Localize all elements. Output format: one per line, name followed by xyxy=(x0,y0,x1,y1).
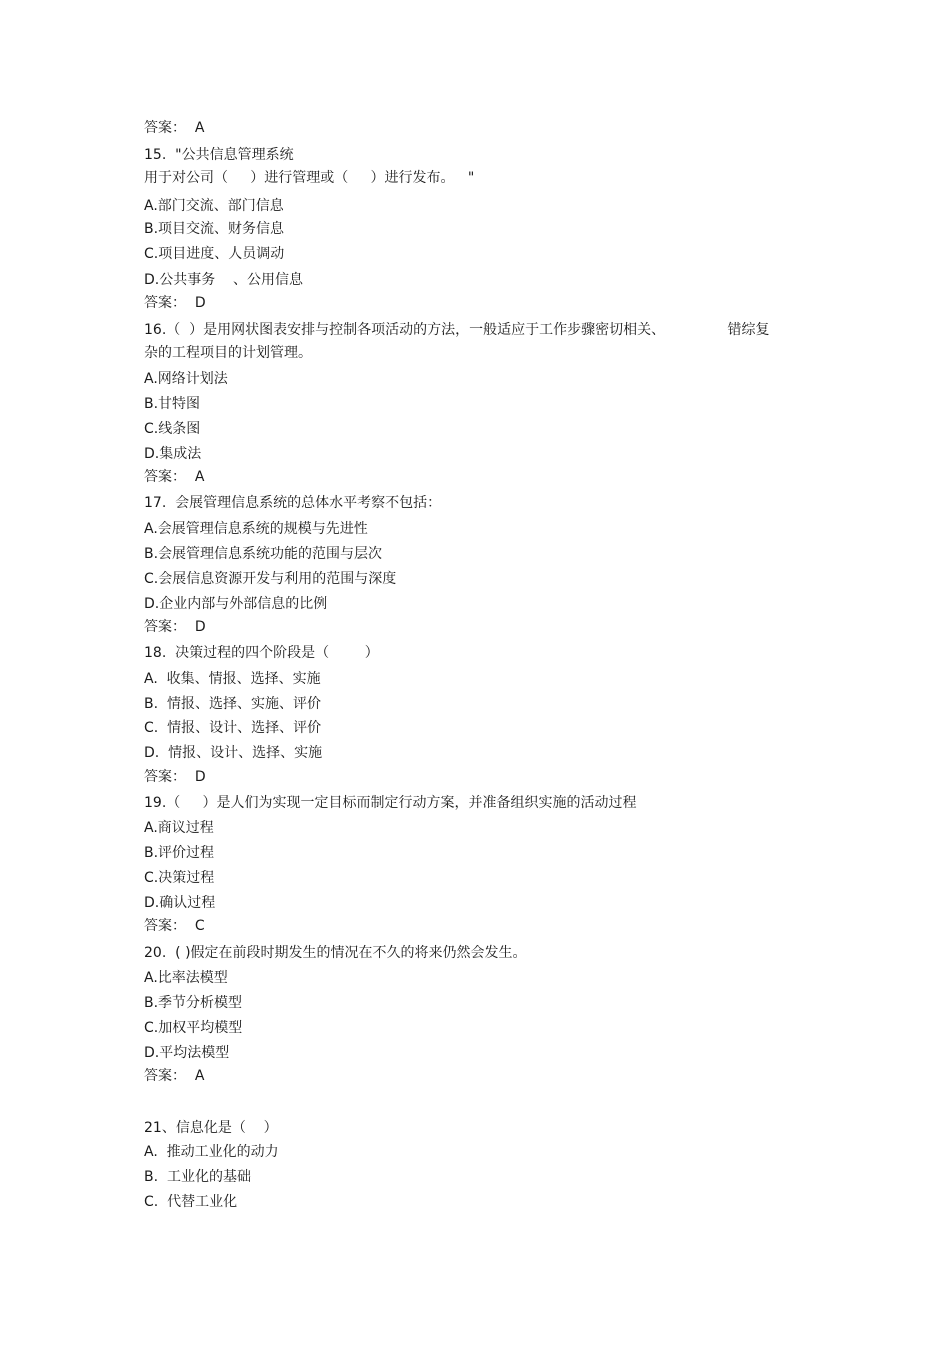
question-17: 17. 会展管理信息系统的总体水平考察不包括： xyxy=(144,495,442,511)
option-18-b: B. 情报、选择、实施、评价 xyxy=(144,696,321,712)
question-18: 18. 决策过程的四个阶段是（ ） xyxy=(144,645,379,661)
option-18-a: A. 收集、情报、选择、实施 xyxy=(144,671,321,687)
question-19: 19.（ ）是人们为实现一定目标而制定行动方案，并准备组织实施的活动过程 xyxy=(144,795,637,811)
question-15-line-1: 15. "公共信息管理系统 xyxy=(144,147,294,163)
option-17-a: A.会展管理信息系统的规模与先进性 xyxy=(144,521,368,537)
option-16-d: D.集成法 xyxy=(144,446,202,462)
option-19-b: B.评价过程 xyxy=(144,845,215,861)
answer-18: 答案： D xyxy=(144,769,206,785)
question-20: 20. ( )假定在前段时期发生的情况在不久的将来仍然会发生。 xyxy=(144,945,527,961)
option-16-a: A.网络计划法 xyxy=(144,371,228,387)
option-19-a: A.商议过程 xyxy=(144,820,214,836)
answer-20: 答案： A xyxy=(144,1068,205,1084)
option-15-b: B.项目交流、财务信息 xyxy=(144,221,285,237)
option-17-d: D.企业内部与外部信息的比例 xyxy=(144,596,328,612)
option-19-c: C.决策过程 xyxy=(144,870,215,886)
answer-15: 答案： D xyxy=(144,295,206,311)
option-20-a: A.比率法模型 xyxy=(144,970,228,986)
option-18-c: C. 情报、设计、选择、评价 xyxy=(144,720,322,736)
option-21-c: C. 代替工业化 xyxy=(144,1194,238,1210)
question-21: 21、信息化是（ ） xyxy=(144,1120,278,1136)
option-20-b: B.季节分析模型 xyxy=(144,995,243,1011)
option-19-d: D.确认过程 xyxy=(144,895,216,911)
question-15-line-2: 用于对公司（ ）进行管理或（ ）进行发布。 " xyxy=(144,170,475,186)
question-16-line-2: 杂的工程项目的计划管理。 xyxy=(144,345,312,361)
option-21-b: B. 工业化的基础 xyxy=(144,1169,251,1185)
question-16-line-1: 16.（ ）是用网状图表安排与控制各项活动的方法，一般适应于工作步骤密切相关、 错综复 xyxy=(144,322,770,338)
answer-19: 答案： C xyxy=(144,918,205,934)
option-17-b: B.会展管理信息系统功能的范围与层次 xyxy=(144,546,383,562)
option-20-c: C.加权平均模型 xyxy=(144,1020,243,1036)
option-17-c: C.会展信息资源开发与利用的范围与深度 xyxy=(144,571,397,587)
option-15-a: A.部门交流、部门信息 xyxy=(144,198,284,214)
option-16-c: C.线条图 xyxy=(144,421,201,437)
answer-16: 答案： A xyxy=(144,469,205,485)
option-15-c: C.项目进度、人员调动 xyxy=(144,246,285,262)
answer-14: 答案： A xyxy=(144,120,205,136)
option-18-d: D. 情报、设计、选择、实施 xyxy=(144,745,323,761)
answer-17: 答案： D xyxy=(144,619,206,635)
option-21-a: A. 推动工业化的动力 xyxy=(144,1144,279,1160)
option-15-d: D.公共事务 、公用信息 xyxy=(144,272,304,288)
option-20-d: D.平均法模型 xyxy=(144,1045,230,1061)
option-16-b: B.甘特图 xyxy=(144,396,201,412)
